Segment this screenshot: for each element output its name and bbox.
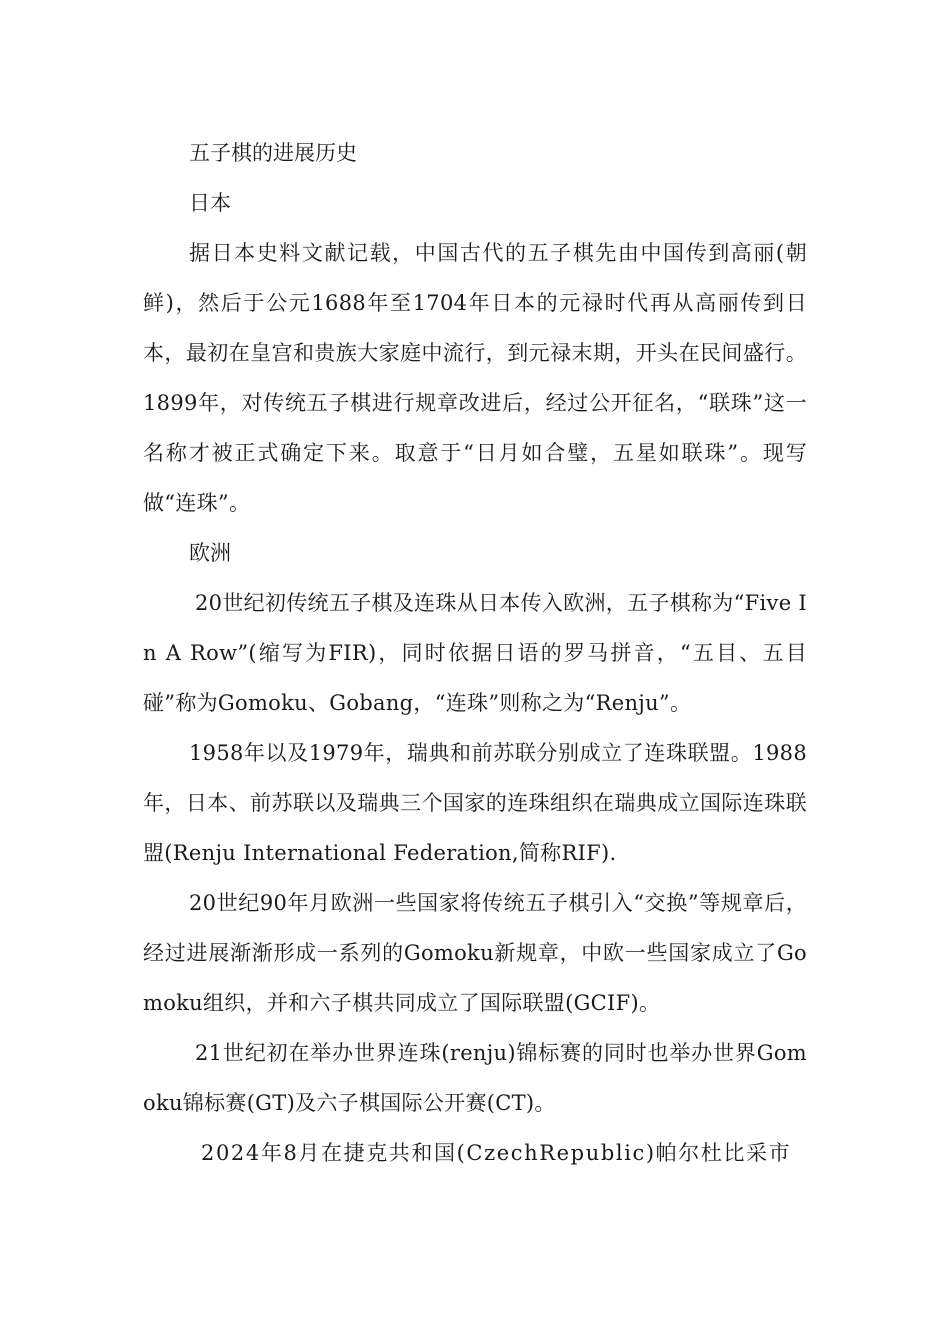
paragraph-japan-history: 据日本史料文献记载，中国古代的五子棋先由中国传到高丽(朝鲜)，然后于公元1688年至1704年日本的元禄时代再从高丽传到日本，最初在皇宫和贵族大家庭中流行，到元禄末期，开头在民间盛行。1899年，对传统五子棋进行规章改进后，经过公开征名，“联珠”这一名称才被正式确定下来。取意于“日月如合璧，五星如联珠”。现写做“连珠”。 [143,241,807,515]
document-title: 五子棋的进展历史 [189,141,357,165]
document-body [143,128,807,1178]
paragraph-gomoku-rules: 20世纪90年月欧洲一些国家将传统五子棋引入“交换”等规章后，经过进展渐渐形成一系列的Gomoku新规章，中欧一些国家成立了Gomoku组织，并和六子棋共同成立了国际联盟(GCIF)。 [143,891,807,1015]
paragraph-czech-2024: 2024年8月在捷克共和国(CzechRepublic)帕尔杜比采市 [201,1141,792,1165]
section-heading-japan: 日本 [189,191,231,215]
section-heading-europe: 欧洲 [189,541,231,565]
paragraph-renju-federation: 1958年以及1979年，瑞典和前苏联分别成立了连珠联盟。1988年，日本、前苏联以及瑞典三个国家的连珠组织在瑞典成立国际连珠联盟(Renju International Federation,简称RIF). [143,741,807,865]
paragraph-world-championships: 21世纪初在举办世界连珠(renju)锦标赛的同时也举办世界Gomoku锦标赛(GT)及六子棋国际公开赛(CT)。 [143,1041,807,1115]
paragraph-europe-introduction: 20世纪初传统五子棋及连珠从日本传入欧洲，五子棋称为“Five In A Row”(缩写为FIR)，同时依据日语的罗马拼音，“五目、五目碰”称为Gomoku、Gobang，“连珠”则称之为“Renju”。 [143,591,807,715]
